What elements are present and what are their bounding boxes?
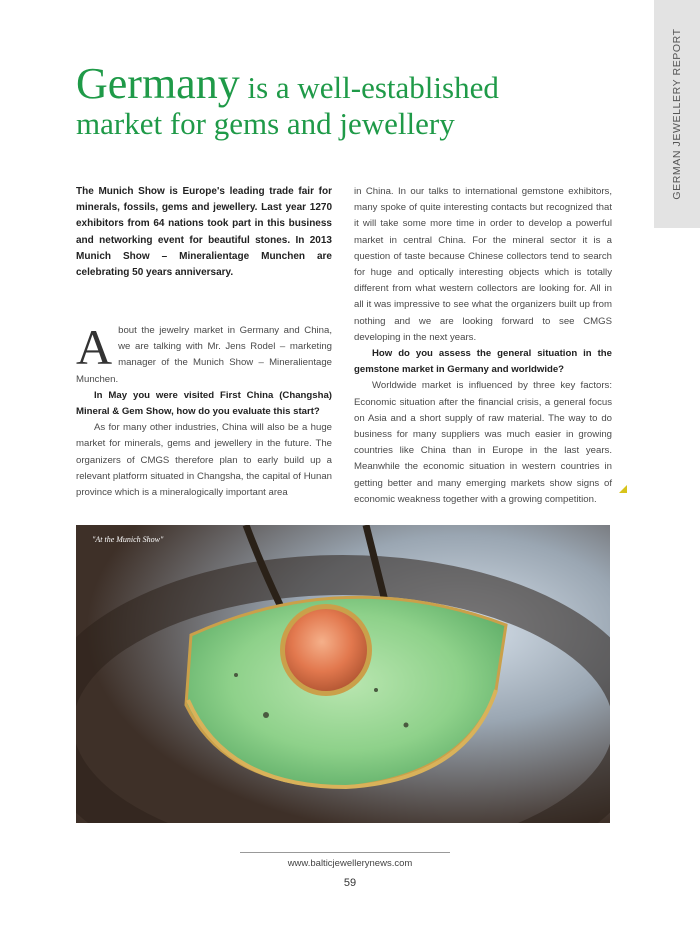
intro-text: bout the jewelry market in Germany and China, we are talking with Mr. Jens Rodel – marketing manager of the Munich Show – Mineralientage Munchen. <box>76 325 332 385</box>
answer-1: As for many other industries, China will also be a huge market for minerals, gems and jewellery in the future. The organizers of CMGS therefore plan to early build up a relevant platform situated in Changsha, the capital of Hunan province which is a mineralogically important area <box>76 422 332 499</box>
answer-1-continued: in China. In our talks to international gemstone exhibitors, many spoke of quite interesting contacts but recognized that it will take some more time in order to develop a powerful market in central China. For the mineral sector it is a question of taste because Chinese collectors tend to search for huge and optically interesting objects which is totally different from what western collectors are looking for. All in all it was impressive to see what the organizers built up from nothing and we are looking forward to see CMGS developing in the next years. <box>354 186 612 343</box>
footer-website: www.balticjewellerynews.com <box>287 858 413 869</box>
headline-keyword: Germany <box>76 59 240 108</box>
lead-paragraph <box>76 184 332 281</box>
pendant-photo <box>76 525 610 823</box>
drop-cap: A <box>76 319 113 375</box>
headline-rest: is a well-established <box>239 70 499 105</box>
page-number: 59 <box>343 877 357 889</box>
headline <box>76 59 646 141</box>
question-1: In May you were visited First China (Changsha) Mineral & Gem Show, how do you evaluate this start? <box>76 389 332 418</box>
pendant-illustration <box>76 525 610 823</box>
headline-line2: market for gems and jewellery <box>76 106 455 141</box>
article-end-marker <box>619 485 627 493</box>
section-tab-label: GERMAN JEWELLERY REPORT <box>671 28 683 200</box>
photo-caption: "At the Munich Show" <box>92 535 164 544</box>
footer-divider <box>240 852 450 853</box>
intro-paragraph <box>76 319 332 388</box>
answer-2: Worldwide market is influenced by three key factors: Economic situation after the financial crisis, a general focus on Asia and a short supply of raw material. The way to do business for many suppliers was much easier in growing countries like China than in Europe in the last years. Meanwhile the economic situation in western countries in getting better and many emerging markets show signs of economic weakness together with a growing competition. <box>354 380 612 505</box>
column-2 <box>354 184 612 508</box>
question-2: How do you assess the general situation in the gemstone market in Germany and worldwide? <box>354 348 612 376</box>
lead-text: The Munich Show is Europe's leading trade fair for minerals, fossils, gems and jewellery. Last year 1270 exhibitors from 64 nations took part in this business and networking event for beautiful stones. In 2013 Munich Show – Mineralientage Munchen are celebrating 50 years anniversary. <box>76 186 332 279</box>
column-1 <box>76 319 332 501</box>
